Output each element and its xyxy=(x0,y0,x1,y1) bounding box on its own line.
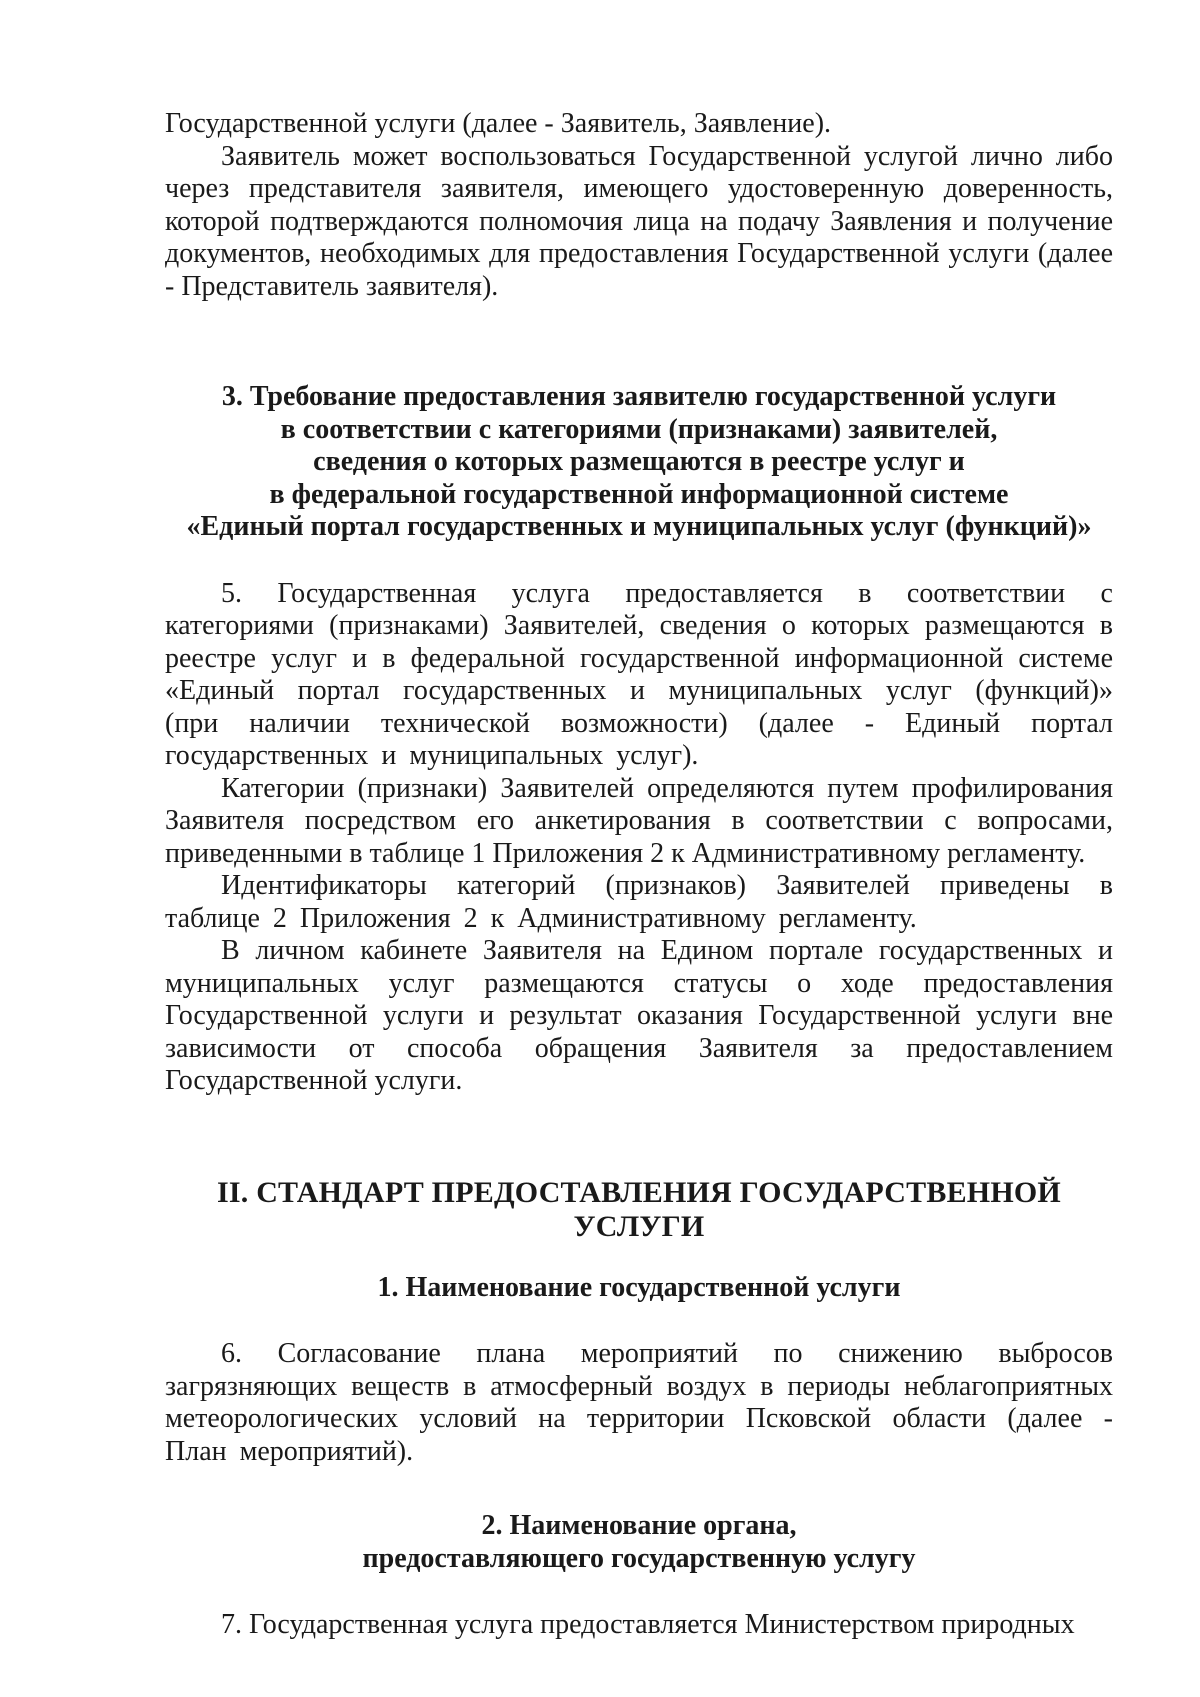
section-ii-title: II. СТАНДАРТ ПРЕДОСТАВЛЕНИЯ ГОСУДАРСТВЕННОЙ УСЛУГИ xyxy=(217,1175,1061,1243)
paragraph-personal-account: В личном кабинете Заявителя на Едином портале государственных и муниципальных услуг размещаются статусы о ходе предоставления Государственной услуги и результат оказания Государственной услуги вне зависимости от способа обращения Заявителя за предоставлением Государственной услуги. xyxy=(165,935,1113,1096)
paragraph-representative: Заявитель может воспользоваться Государственной услугой лично либо через представителя заявителя, имеющего удостоверенную доверенность, которой подтверждаются полномочия лица на подачу Заявления и получение документов, необходимых для предоставления Государственной услуги (далее - Представитель заявителя). xyxy=(165,140,1113,302)
paragraph-identifiers: Идентификаторы категорий (признаков) Заявителей приведены в таблице 2 Приложения 2 к Административному регламенту. xyxy=(165,870,1113,934)
heading-service-name: 1. Наименование государственной услуги xyxy=(377,1271,901,1303)
paragraph-7: 7. Государственная услуга предоставляется Министерством природных xyxy=(221,1609,1075,1640)
heading-3-line-4: в федеральной государственной информационной системе xyxy=(269,478,1009,510)
paragraph-continuation: Государственной услуги (далее - Заявитель, Заявление). xyxy=(165,108,832,139)
heading-3-line-1: 3. Требование предоставления заявителю государственной услуги xyxy=(221,381,1057,412)
heading-authority-line-1: 2. Наименование органа, xyxy=(481,1510,797,1541)
heading-3-line-5: «Единый портал государственных и муниципальных услуг (функций)» xyxy=(186,511,1092,542)
section-heading-3 xyxy=(165,381,1113,544)
heading-3-line-2: в соответствии с категориями (признаками) заявителей, xyxy=(280,413,998,445)
document-page xyxy=(165,108,1113,1642)
heading-authority xyxy=(165,1510,1113,1575)
heading-authority-line-2: предоставляющего государственную услугу xyxy=(362,1542,916,1574)
heading-3-line-3: сведения о которых размещаются в реестре услуг и xyxy=(313,446,965,477)
paragraph-categories: Категории (признаки) Заявителей определяются путем профилирования Заявителя посредством его анкетирования в соответствии с вопросами, приведенными в таблице 1 Приложения 2 к Административному регламенту. xyxy=(165,772,1113,869)
paragraph-5: 5. Государственная услуга предоставляется в соответствии с категориями (признаками) Заявителей, сведения о которых размещаются в реестре услуг и в федеральной государственной информационной системе «Единый портал государственных и муниципальных услуг (функций)» (при наличии технической возможности) (далее - Единый портал государственных и муниципальных услуг). xyxy=(165,577,1113,771)
paragraph-6: 6. Согласование плана мероприятий по снижению выбросов загрязняющих веществ в атмосферный воздух в периоды неблагоприятных метеорологических условий на территории Псковской области (далее - План мероприятий). xyxy=(165,1338,1113,1467)
